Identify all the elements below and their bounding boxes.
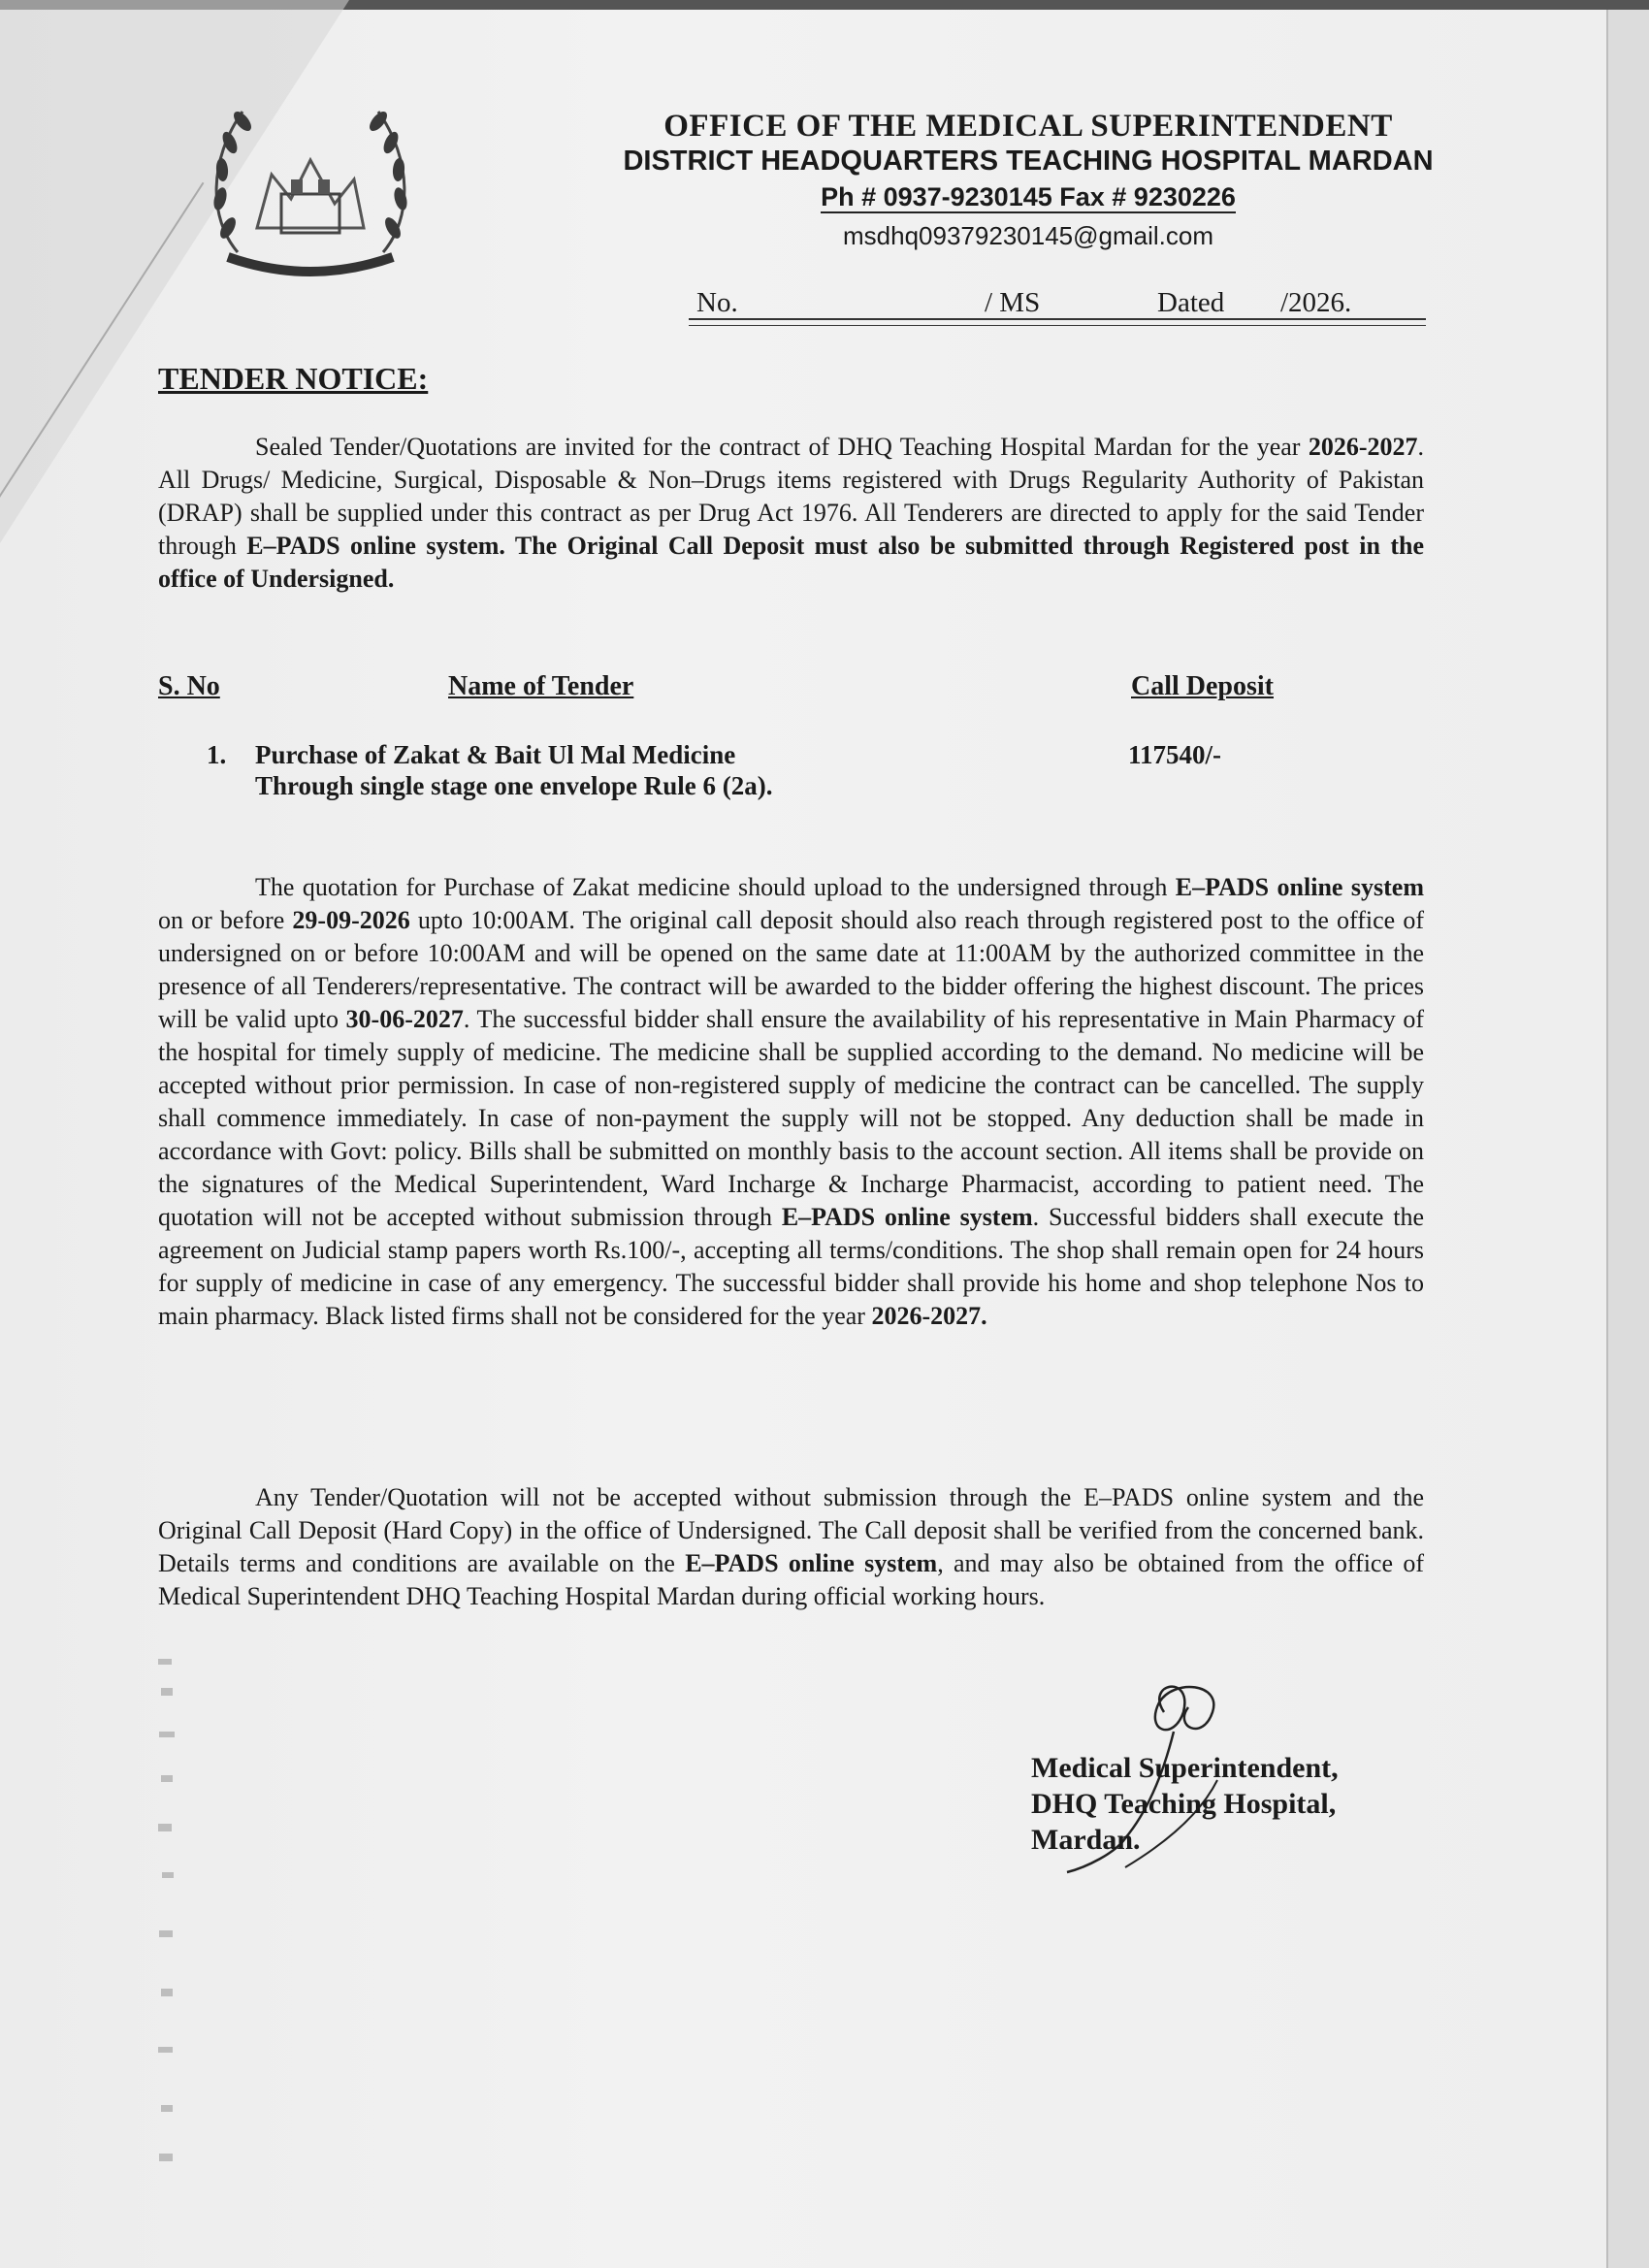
signatory-title: Medical Superintendent,: [1031, 1752, 1339, 1784]
terms-deadline: 29-09-2026: [292, 906, 410, 934]
page-edge: [1606, 0, 1649, 2268]
intro-paragraph: [158, 431, 1424, 596]
header-rule-thin: [689, 325, 1426, 326]
terms-text-1: The quotation for Purchase of Zakat medicine should upload to the undersigned through: [255, 873, 1176, 901]
office-heading: OFFICE OF THE MEDICAL SUPERINTENDENT: [663, 109, 1393, 144]
closing-text-2: , and may also be obtained from the office of Medical Superintendent DHQ Teaching Hospital Mardan during official working hours.: [158, 1549, 1424, 1610]
row-sno: 1.: [207, 740, 227, 769]
government-emblem-icon: [199, 82, 422, 291]
intro-epads: E–PADS online system. The Original Call Deposit must also be submitted through Registered post in the office of Undersigned.: [158, 532, 1424, 593]
intro-year: 2026-2027: [1308, 433, 1418, 461]
row-deposit: 117540/-: [1128, 740, 1222, 769]
scan-noise: [153, 1649, 211, 2192]
terms-year: 2026-2027.: [871, 1302, 987, 1330]
phone-fax: [621, 182, 1436, 212]
terms-text-3: upto 10:00AM. The original call deposit should also reach through registered post to the office of undersigned on or before 10:00AM and will be opened on the same date at 11:00AM by the authorized committee in the presence of all Tenderers/representative. The contract will be awarded to the bidder offering the highest discount. The prices will be valid upto: [158, 906, 1424, 1033]
intro-text-2: . All Drugs/ Medicine, Surgical, Disposable & Non–Drugs items registered with Drugs Regularity Authority of Pakistan (DRAP) shall be supplied under this contract as per Drug Act 1976. All Tenderers are directed to apply for the said Tender through: [158, 433, 1424, 560]
closing-text-1: Any Tender/Quotation will not be accepted without submission through the E–PADS online system and the Original Call Deposit (Hard Copy) in the office of Undersigned. The Call deposit shall be verified from the concerned bank. Details terms and conditions are available on the: [158, 1483, 1424, 1577]
ref-ms-label: / MS: [985, 287, 1041, 318]
ref-year: /2026.: [1280, 287, 1352, 318]
ref-no-label: No.: [696, 287, 738, 318]
notice-title: TENDER NOTICE:: [158, 361, 429, 396]
header-rule: [689, 318, 1426, 320]
row-tender-name-1: Purchase of Zakat & Bait Ul Mal Medicine: [255, 740, 736, 769]
terms-paragraph: [158, 871, 1424, 1333]
terms-text-4: . The successful bidder shall ensure the availability of his representative in Main Pharmacy of the hospital for timely supply of medicine. The medicine shall be supplied according to the demand. No medicine will be accepted without prior permission. In case of non-registered supply of medicine the contract can be cancelled. The supply shall commence immediately. In case of non-payment the supply will not be stopped. Any deduction shall be made in accordance with Govt: policy. Bills shall be submitted on monthly basis to the account section. All items shall be provide on the signatures of the Medical Superintendent, Ward Incharge & Incharge Pharmacist, according to patient need. The quotation will not be accepted without submission through: [158, 1005, 1425, 1231]
ref-dated-label: Dated: [1157, 287, 1225, 318]
row-tender-name-2: Through single stage one envelope Rule 6 (2a).: [255, 771, 773, 800]
intro-text-1: Sealed Tender/Quotations are invited for the contract of DHQ Teaching Hospital Mardan for the year: [255, 433, 1309, 461]
closing-epads: E–PADS online system: [685, 1549, 938, 1577]
closing-paragraph: [158, 1481, 1424, 1613]
phone-fax-text: Ph # 0937-9230145 Fax # 9230226: [821, 182, 1236, 211]
email-address: msdhq09379230145@gmail.com: [843, 221, 1213, 250]
col-header-sno: S. No: [158, 671, 220, 701]
col-header-name: Name of Tender: [448, 671, 634, 701]
signatory-city: Mardan.: [1031, 1824, 1141, 1856]
terms-epads-2: E–PADS online system: [781, 1203, 1033, 1231]
col-header-deposit: Call Deposit: [1131, 671, 1274, 701]
terms-valid-date: 30-06-2027: [345, 1005, 464, 1033]
terms-epads-1: E–PADS online system: [1175, 873, 1424, 901]
signatory-hospital: DHQ Teaching Hospital,: [1031, 1788, 1337, 1820]
terms-text-5: . Successful bidders shall execute the agreement on Judicial stamp papers worth Rs.100/-, accepting all terms/conditions. The shop shall remain open for 24 hours for supply of medicine in case of any emergency. The successful bidder shall provide his home and shop telephone Nos to main pharmacy. Black listed firms shall not be considered for the year: [158, 1203, 1424, 1330]
hospital-heading: DISTRICT HEADQUARTERS TEACHING HOSPITAL MARDAN: [623, 146, 1434, 177]
terms-text-2: on or before: [158, 906, 293, 934]
